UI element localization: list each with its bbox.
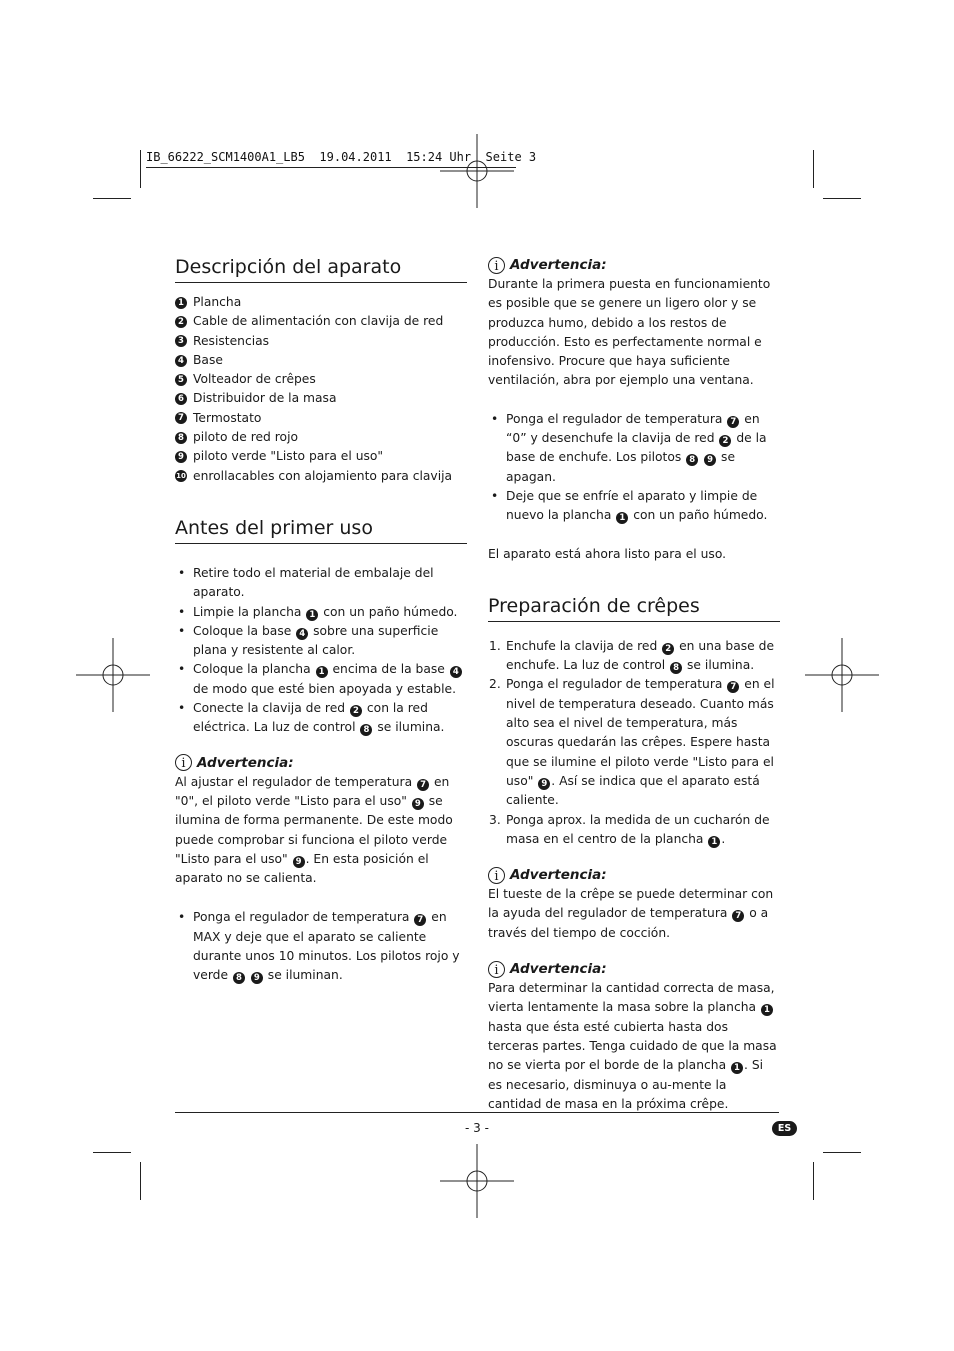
- step-text: en el nivel de temperatura deseado. Cuanto más alto sea el nivel de temperatura, más oscuras quedarán las crêpes. Espere hasta que se ilumine el piloto verde "Listo para el uso": [506, 677, 775, 788]
- list-item-text: Termostato: [193, 410, 262, 425]
- list-item: [175, 351, 467, 370]
- step-text: se ilumina.: [683, 658, 755, 673]
- list-item: [488, 675, 780, 810]
- warning-text-part: . En esta posición el aparato no se calienta.: [175, 851, 429, 886]
- step-text: .: [721, 831, 726, 846]
- warning-text-part: El tueste de la crêpe se puede determinar con la ayuda del regulador de temperatura: [488, 887, 774, 921]
- list-item-text: Base: [193, 352, 223, 367]
- bullet-text: encima de la base: [328, 662, 449, 677]
- bullet-text: de modo que esté bien apoyada y estable.: [193, 681, 456, 696]
- list-item: [488, 410, 780, 487]
- bullet-text: Retire todo el material de embalaje del aparato.: [193, 565, 434, 600]
- list-item: [488, 487, 780, 526]
- number-badge: 1: [316, 666, 328, 678]
- list-item: [175, 428, 467, 447]
- warning-heading: [488, 865, 780, 885]
- number-badge: 7: [175, 412, 187, 424]
- warning-text: [488, 885, 780, 943]
- number-badge: 9: [704, 454, 716, 466]
- bullet-text: con un paño húmedo.: [629, 508, 768, 523]
- list-item: [175, 370, 467, 389]
- warning-text-part: . Si es necesario, disminuya o au-mente la cantidad de masa en la próxima crêpe.: [488, 1058, 764, 1111]
- registration-mark-icon: [440, 134, 514, 208]
- number-badge: 7: [417, 779, 429, 791]
- number-badge: 8: [175, 432, 187, 444]
- crop-mark: [140, 1162, 141, 1200]
- list-item: [488, 637, 780, 676]
- left-column: [175, 255, 467, 986]
- bullet-text: en MAX y deje que el aparato se caliente durante unos 10 minutos. Los pilotos rojo y verde: [193, 910, 460, 983]
- right-column: [488, 255, 780, 1114]
- step-text: Enchufe la clavija de red: [506, 638, 662, 653]
- list-item-text: Volteador de crêpes: [193, 372, 316, 387]
- number-badge: 7: [727, 416, 739, 428]
- number-badge: 2: [175, 316, 187, 328]
- number-badge: 4: [175, 355, 187, 367]
- number-badge: 1: [306, 609, 318, 621]
- bullet-text: se apagan.: [506, 450, 736, 484]
- info-icon: i: [175, 754, 192, 771]
- bullet-text: Limpie la plancha: [193, 604, 306, 619]
- ready-text: El aparato está ahora listo para el uso.: [488, 546, 727, 561]
- list-item: [175, 389, 467, 408]
- bullet-list: [175, 908, 467, 985]
- list-item: [175, 564, 467, 603]
- crop-mark: [813, 150, 814, 188]
- bullet-list: [488, 410, 780, 526]
- registration-mark-icon: [76, 638, 150, 712]
- info-icon: i: [488, 961, 505, 978]
- warning-text-part: Para determinar la cantidad correcta de masa, vierta lentamente la masa sobre la plancha: [488, 981, 775, 1015]
- warning-heading: [488, 959, 780, 979]
- list-item-text: Plancha: [193, 295, 242, 309]
- section-title-preparacion: Preparación de crêpes: [488, 594, 780, 622]
- page-number: - 3 -: [465, 1121, 489, 1135]
- step-text: en una base de enchufe. La luz de control: [506, 638, 775, 673]
- bullet-text: Deje que se enfríe el aparato y limpie de nuevo la plancha: [506, 488, 758, 523]
- step-text: Ponga el regulador de temperatura: [506, 677, 727, 692]
- list-item-text: Cable de alimentación con clavija de red: [193, 314, 444, 329]
- step-text: . Así se indica que el aparato está caliente.: [506, 773, 760, 808]
- list-item: [175, 699, 467, 738]
- section-title-antes: Antes del primer uso: [175, 516, 467, 544]
- step-number: 1.: [489, 638, 501, 653]
- warning-text-part: se ilumina de forma permanente. De este modo puede comprobar si funciona el piloto verde "Listo para el uso": [175, 793, 453, 866]
- number-badge: 7: [727, 681, 739, 693]
- crop-mark: [140, 150, 141, 188]
- crop-mark: [813, 1162, 814, 1200]
- bullet-text: Ponga el regulador de temperatura: [506, 411, 727, 426]
- number-badge: 4: [296, 628, 308, 640]
- bullet-text: de la base de enchufe. Los pilotos: [506, 431, 767, 465]
- warning-heading: [488, 255, 780, 275]
- number-badge: 8: [233, 972, 245, 984]
- number-badge: 5: [175, 374, 187, 386]
- crop-mark: [823, 198, 861, 199]
- list-item: [175, 409, 467, 428]
- warning-text: [488, 979, 780, 1114]
- bullet-text: sobre una superficie plana y resistente al calor.: [193, 623, 439, 658]
- number-badge: 7: [414, 914, 426, 926]
- list-item: [175, 447, 467, 466]
- parts-list: [175, 293, 467, 486]
- number-badge: 3: [175, 335, 187, 347]
- warning-text-part: hasta que ésta esté cubierta hasta dos terceras partes. Tenga cuidado de que la masa no se vierta por el borde de la plancha: [488, 1019, 777, 1073]
- bullet-text: se ilumina.: [373, 720, 445, 735]
- number-badge: 6: [175, 393, 187, 405]
- list-item: [175, 293, 467, 312]
- list-item: [175, 660, 467, 699]
- number-badge: 1: [708, 836, 720, 848]
- number-badge: 1: [175, 297, 187, 309]
- number-badge: 2: [350, 705, 362, 717]
- step-number: 2.: [489, 677, 501, 692]
- list-item: [175, 332, 467, 351]
- crop-mark: [823, 1152, 861, 1153]
- bullet-text: se iluminan.: [263, 968, 343, 983]
- language-badge: ES: [772, 1121, 797, 1136]
- warning-title: Advertencia:: [510, 257, 607, 273]
- list-item-text: Distribuidor de la masa: [193, 391, 337, 406]
- number-badge: 1: [761, 1004, 773, 1016]
- list-item: [488, 811, 780, 850]
- print-slug: IB_66222_SCM1400A1_LB5 19.04.2011 15:24 Uhr Seite 3: [146, 150, 537, 164]
- info-icon: i: [488, 257, 505, 274]
- number-badge: 9: [412, 798, 424, 810]
- bullet-text: Coloque la plancha: [193, 662, 315, 677]
- crop-mark: [93, 1152, 131, 1153]
- section-title-descripcion: Descripción del aparato: [175, 255, 467, 283]
- number-badge: 2: [719, 435, 731, 447]
- number-badge: 7: [732, 910, 744, 922]
- number-badge: 8: [360, 724, 372, 736]
- bullet-text: con un paño húmedo.: [319, 604, 458, 619]
- bullet-text: Conecte la clavija de red: [193, 701, 349, 716]
- warning-text-part: en "0", el piloto verde "Listo para el uso": [175, 774, 450, 808]
- list-item: [175, 467, 467, 486]
- warning-text: [175, 773, 467, 889]
- warning-text: Durante la primera puesta en funcionamiento es posible que se genere un ligero olor y se produzca humo, debido a los restos de producción. Esto es perfectamente normal e inofensivo. Procure que haya suficiente ventilación, abra por ejemplo una ventana.: [488, 277, 771, 388]
- list-item-text: piloto verde "Listo para el uso": [193, 449, 384, 464]
- registration-mark-icon: [440, 1144, 514, 1218]
- list-item: [175, 622, 467, 661]
- list-item: [175, 603, 467, 622]
- list-item-text: Resistencias: [193, 333, 270, 348]
- number-badge: 4: [450, 666, 462, 678]
- list-item-text: piloto de red rojo: [193, 430, 299, 445]
- steps-list: [488, 637, 780, 849]
- number-badge: 8: [686, 454, 698, 466]
- bullet-text: Coloque la base: [193, 623, 296, 638]
- number-badge: 9: [293, 856, 305, 868]
- number-badge: 9: [251, 972, 263, 984]
- warning-heading: [175, 753, 467, 773]
- number-badge: 9: [175, 451, 187, 463]
- warning-title: Advertencia:: [510, 867, 607, 884]
- warning-title: Advertencia:: [197, 754, 294, 771]
- number-badge: 1: [731, 1062, 743, 1074]
- list-item: [175, 312, 467, 331]
- registration-mark-icon: [805, 638, 879, 712]
- bullet-text: con la red eléctrica. La luz de control: [193, 701, 428, 735]
- bullet-text: en “0” y desenchufe la clavija de red: [506, 411, 760, 446]
- warning-text-part: Al ajustar el regulador de temperatura: [175, 774, 417, 789]
- warning-title: Advertencia:: [510, 961, 607, 978]
- step-text: Ponga aprox. la medida de un cucharón de masa en el centro de la plancha: [506, 812, 770, 846]
- info-icon: i: [488, 867, 505, 884]
- number-badge: 2: [662, 643, 674, 655]
- crop-mark: [93, 198, 131, 199]
- list-item: [175, 908, 467, 985]
- list-item-text: enrollacables con alojamiento para clavija: [193, 468, 453, 483]
- number-badge: 8: [670, 662, 682, 674]
- footer-rule: [175, 1112, 779, 1113]
- step-number: 3.: [489, 812, 501, 827]
- number-badge: 1: [616, 512, 628, 524]
- number-badge: 10: [176, 472, 186, 481]
- bullet-list: [175, 564, 467, 738]
- warning-text-part: o a través del tiempo de cocción.: [488, 906, 769, 940]
- bullet-text: Ponga el regulador de temperatura: [193, 910, 414, 925]
- number-badge: 9: [538, 778, 550, 790]
